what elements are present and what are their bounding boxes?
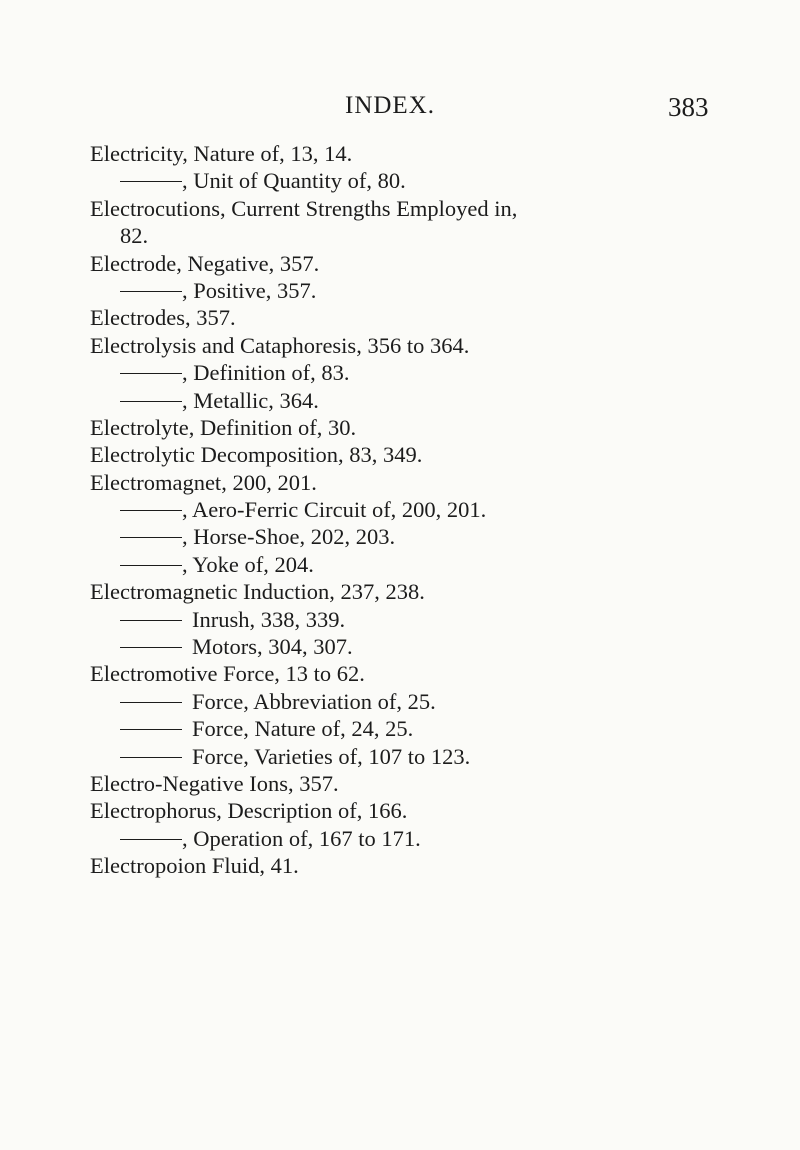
index-entry — [90, 304, 770, 331]
entry-text: Electrolytic Decomposition, 83, 349. — [90, 442, 423, 468]
index-entry — [90, 441, 770, 468]
index-entry — [90, 660, 770, 687]
index-entry — [90, 359, 770, 386]
page-number: 383 — [668, 92, 709, 122]
ditto-dash — [120, 647, 182, 648]
entry-text: , Positive, 357. — [182, 277, 317, 303]
entry-text: Electropoion Fluid, 41. — [90, 853, 299, 879]
index-entry — [90, 633, 770, 660]
index-entry — [90, 469, 770, 496]
index-list — [90, 140, 770, 880]
ditto-dash — [120, 839, 182, 840]
entry-text: Inrush, 338, 339. — [192, 606, 346, 632]
entry-text: , Aero-Ferric Circuit of, 200, 201. — [182, 497, 487, 523]
ditto-dash — [120, 510, 182, 511]
index-entry — [90, 606, 770, 633]
index-entry — [90, 825, 770, 852]
entry-text: , Unit of Quantity of, 80. — [182, 168, 406, 194]
entry-continuation: 82. — [120, 223, 149, 249]
entry-text: Force, Varieties of, 107 to 123. — [192, 743, 471, 769]
index-entry — [90, 332, 770, 359]
index-entry — [90, 167, 770, 194]
index-entry — [90, 797, 770, 824]
index-entry — [90, 852, 770, 879]
entry-text: Electrodes, 357. — [90, 305, 236, 331]
index-entry — [90, 770, 770, 797]
entry-text: Electricity, Nature of, 13, 14. — [90, 141, 353, 166]
entry-text: Electrode, Negative, 357. — [90, 250, 320, 276]
entry-text: Electrocutions, Current Strengths Employed in, — [90, 195, 518, 221]
entry-text: Electro-Negative Ions, 357. — [90, 771, 339, 796]
ditto-dash — [120, 729, 182, 730]
index-entry — [90, 195, 770, 250]
ditto-dash — [120, 537, 182, 538]
running-head: INDEX. — [345, 92, 436, 119]
index-entry — [90, 387, 770, 414]
entry-text: Electrolyte, Definition of, 30. — [90, 414, 357, 440]
index-entry — [90, 414, 770, 441]
entry-text: Electromotive Force, 13 to 62. — [90, 661, 365, 687]
entry-text: Electromagnet, 200, 201. — [90, 469, 317, 495]
page-header — [0, 92, 800, 132]
ditto-dash — [120, 373, 182, 374]
entry-text: Electromagnetic Induction, 237, 238. — [90, 579, 425, 605]
entry-text: Force, Nature of, 24, 25. — [192, 716, 414, 742]
index-entry — [90, 277, 770, 304]
entry-text: , Metallic, 364. — [182, 387, 319, 413]
index-entry — [90, 551, 770, 578]
ditto-dash — [120, 702, 182, 703]
ditto-dash — [120, 757, 182, 758]
index-entry — [90, 688, 770, 715]
ditto-dash — [120, 565, 182, 566]
index-entry — [90, 250, 770, 277]
index-entry — [90, 496, 770, 523]
ditto-dash — [120, 181, 182, 182]
index-entry — [90, 140, 770, 167]
entry-text: , Horse-Shoe, 202, 203. — [182, 524, 396, 550]
ditto-dash — [120, 291, 182, 292]
ditto-dash — [120, 620, 182, 621]
entry-text: , Definition of, 83. — [182, 360, 350, 386]
entry-text: , Yoke of, 204. — [182, 551, 314, 577]
entry-text: , Operation of, 167 to 171. — [182, 825, 421, 851]
index-entry — [90, 715, 770, 742]
index-entry — [90, 743, 770, 770]
index-entry — [90, 523, 770, 550]
entry-text: Electrophorus, Description of, 166. — [90, 798, 408, 824]
index-entry — [90, 578, 770, 605]
entry-text: Motors, 304, 307. — [192, 634, 353, 660]
entry-text: Force, Abbreviation of, 25. — [192, 688, 436, 714]
entry-text: Electrolysis and Cataphoresis, 356 to 364. — [90, 332, 470, 358]
ditto-dash — [120, 401, 182, 402]
